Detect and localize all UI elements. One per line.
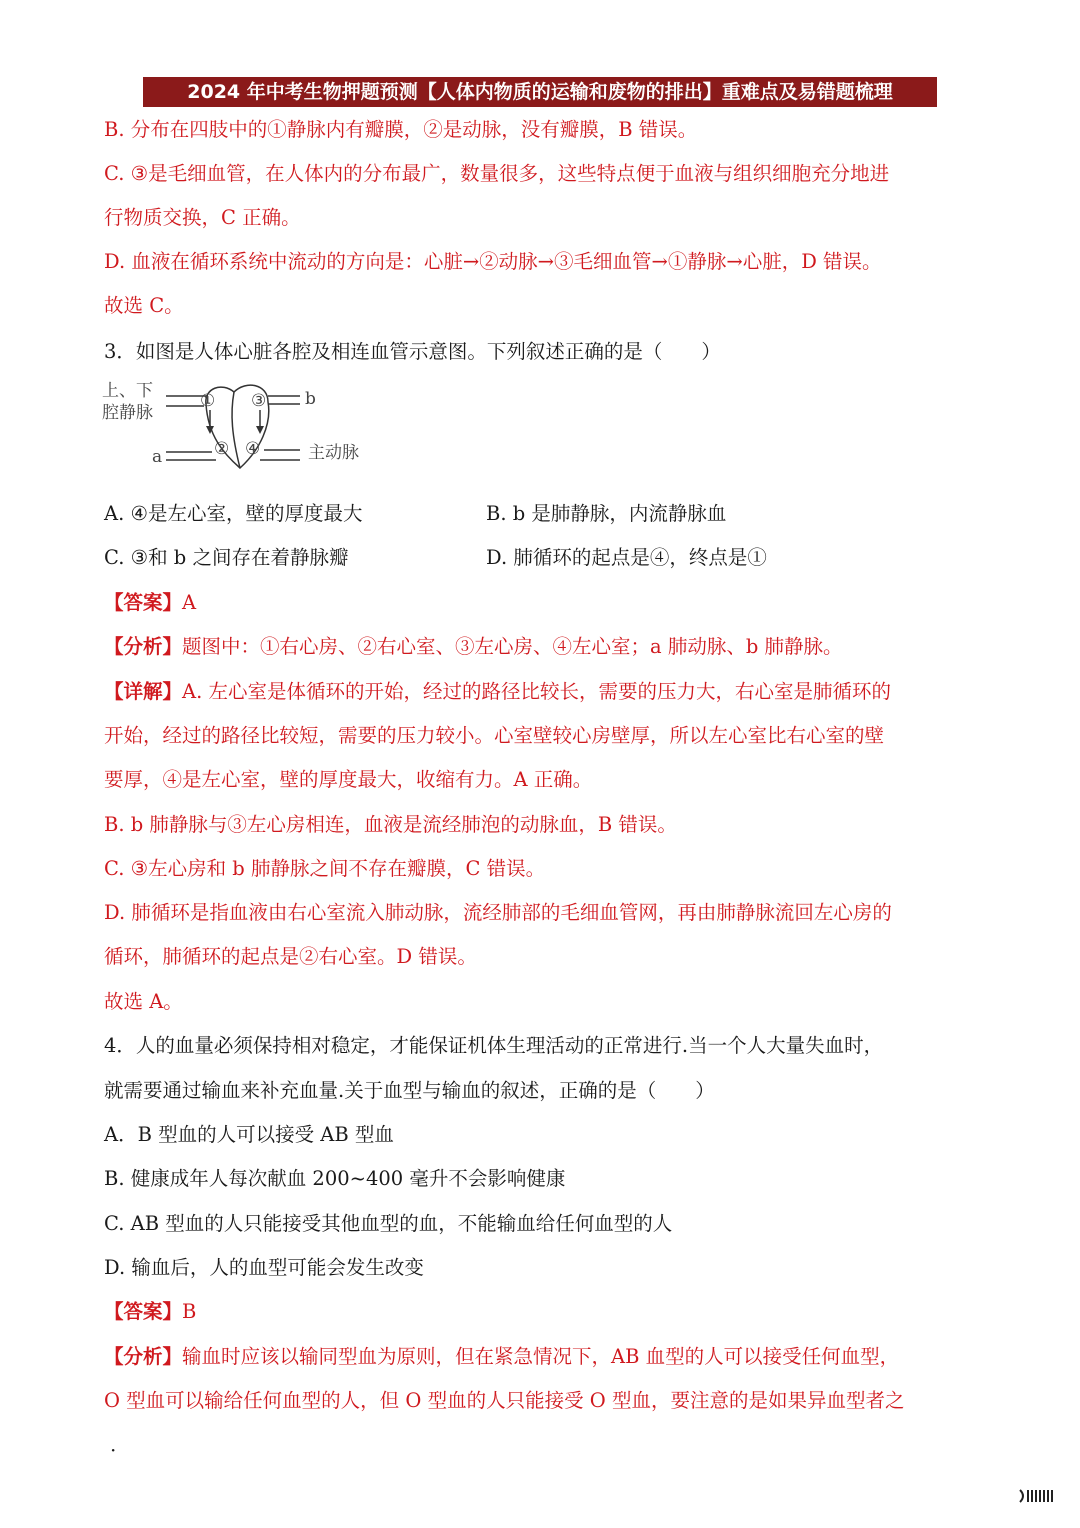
q3-analysis-label: 【分析】 [104, 635, 183, 658]
q4-option-c: C. AB 型血的人只能接受其他血型的血，不能输血给任何血型的人 [104, 1212, 673, 1235]
diagram-chamber-1: ① [200, 391, 216, 411]
q3-detail-label: 【详解】 [104, 680, 183, 703]
diagram-chamber-3: ③ [251, 391, 267, 411]
q4-option-b: B. 健康成年人每次献血 200~400 毫升不会影响健康 [104, 1167, 566, 1190]
q3-detail-a-line3: 要厚，④是左心室，壁的厚度最大，收缩有力。A 正确。 [104, 768, 593, 791]
q4-answer [104, 1298, 984, 1326]
q3-detail-b: B. b 肺静脉与③左心房相连，血液是流经肺泡的动脉血，B 错误。 [104, 813, 677, 836]
trailing-mark: · [110, 1438, 117, 1462]
q3-final-choice: 故选 A。 [104, 990, 183, 1013]
q3-detail-d-line1: D. 肺循环是指血液由右心室流入肺动脉，流经肺部的毛细血管网，再由肺静脉流回左心房的 [104, 901, 892, 924]
diagram-label-b: b [305, 389, 316, 409]
q3-stem: 3．如图是人体心脏各腔及相连血管示意图。下列叙述正确的是（ ） [104, 340, 721, 363]
q4-analysis-line2: O 型血可以输给任何血型的人，但 O 型血的人只能接受 O 型血，要注意的是如果异血型者之 [104, 1389, 905, 1412]
q3-answer-label: 【答案】 [104, 591, 183, 614]
q3-detail-a-line2: 开始，经过的路径比较短，需要的压力较小。心室壁较心房壁厚，所以左心室比右心室的壁 [104, 724, 885, 747]
diagram-label-aorta: 主动脉 [308, 443, 359, 463]
diagram-label-a: a [152, 447, 163, 467]
q3-detail-a1-text: A. 左心室是体循环的开始，经过的路径比较长，需要的压力大，右心室是肺循环的 [182, 680, 891, 703]
q4-analysis-line1 [104, 1343, 984, 1371]
diagram-chamber-4: ④ [245, 439, 261, 459]
q2-option-c-explanation-line2: 行物质交换，C 正确。 [104, 206, 301, 229]
q3-detail-a-line1 [104, 678, 984, 706]
q3-option-b: B. b 是肺静脉，内流静脉血 [486, 502, 727, 525]
q3-option-a: A. ④是左心室，壁的厚度最大 [104, 502, 363, 525]
q4-answer-value: B [182, 1300, 197, 1323]
q4-option-d: D. 输血后，人的血型可能会发生改变 [104, 1256, 424, 1279]
q3-option-d: D. 肺循环的起点是④，终点是① [486, 546, 767, 569]
heart-diagram [100, 374, 380, 474]
q3-answer [104, 589, 984, 617]
q3-detail-c: C. ③左心房和 b 肺静脉之间不存在瓣膜，C 错误。 [104, 857, 546, 880]
q4-option-a: A．B 型血的人可以接受 AB 型血 [104, 1123, 394, 1146]
q2-final-choice: 故选 C。 [104, 294, 184, 317]
q4-stem-line2: 就需要通过输血来补充血量.关于血型与输血的叙述，正确的是（ ） [104, 1079, 715, 1102]
scroll-indicator-icon[interactable] [1018, 1486, 1058, 1506]
q2-option-d-explanation: D. 血液在循环系统中流动的方向是：心脏→②动脉→③毛细血管→①静脉→心脏，D 错误。 [104, 250, 882, 273]
q2-option-b-explanation: B. 分布在四肢中的①静脉内有瓣膜，②是动脉，没有瓣膜，B 错误。 [104, 118, 698, 141]
q3-analysis [104, 633, 984, 661]
q3-answer-value: A [182, 591, 197, 614]
q3-analysis-text: 题图中：①右心房、②右心室、③左心房、④左心室；a 肺动脉、b 肺静脉。 [182, 635, 843, 658]
document-header-title: 2024 年中考生物押题预测【人体内物质的运输和废物的排出】重难点及易错题梳理 [143, 77, 937, 107]
q2-option-c-explanation-line1: C. ③是毛细血管，在人体内的分布最广，数量很多，这些特点便于血液与组织细胞充分地进 [104, 162, 890, 185]
q3-option-c: C. ③和 b 之间存在着静脉瓣 [104, 546, 349, 569]
q4-answer-label: 【答案】 [104, 1300, 183, 1323]
q4-analysis-text1: 输血时应该以输同型血为原则，但在紧急情况下，AB 血型的人可以接受任何血型， [182, 1345, 900, 1368]
q4-stem-line1: 4．人的血量必须保持相对稳定，才能保证机体生理活动的正常进行.当一个人大量失血时， [104, 1034, 884, 1057]
diagram-label-vena-line1: 上、下 [102, 381, 153, 401]
diagram-label-vena-line2: 腔静脉 [102, 403, 153, 423]
diagram-chamber-2: ② [214, 439, 230, 459]
q4-analysis-label: 【分析】 [104, 1345, 183, 1368]
q3-detail-d-line2: 循环，肺循环的起点是②右心室。D 错误。 [104, 945, 477, 968]
